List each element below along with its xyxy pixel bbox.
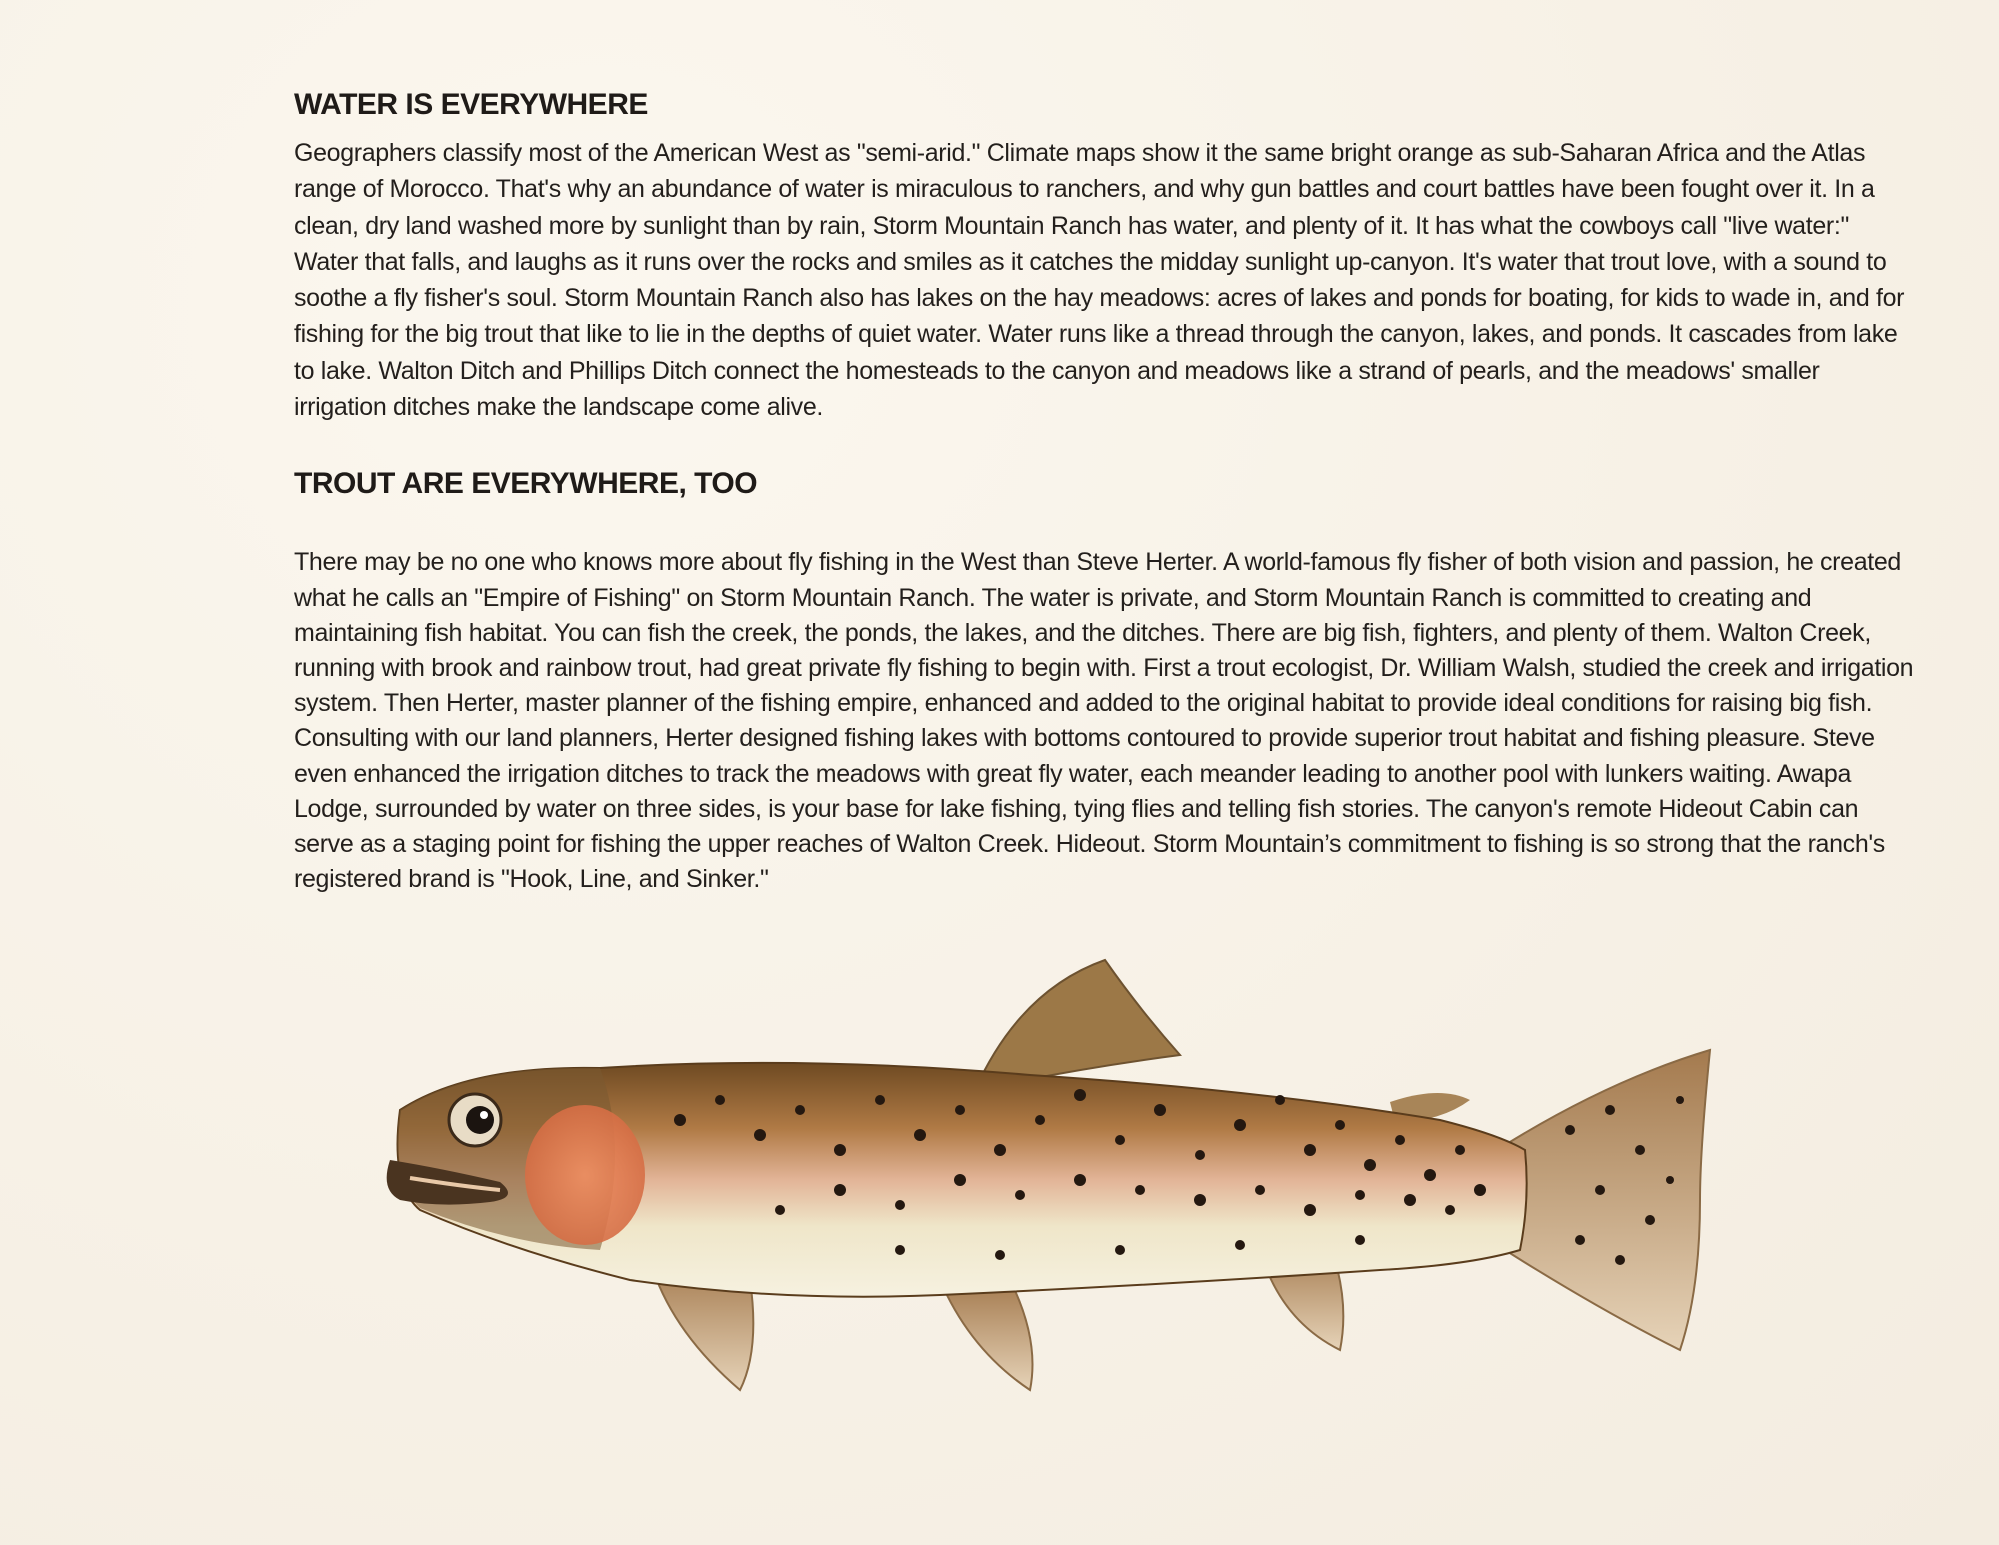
- trout-icon: [380, 950, 1780, 1490]
- trout-illustration: [380, 950, 1780, 1490]
- document-page: [294, 88, 1914, 897]
- section-body-water: Geographers classify most of the American West as "semi-arid." Climate maps show it the same bright orange as sub-Saharan Africa and the Atlas range of Morocco. That's why an abundance of water is miraculous to ranchers, and why gun battles and court battles have been fought over it. In a clean, dry land washed more by sunlight than by rain, Storm Mountain Ranch has water, and plenty of it. It has what the cowboys call "live water:" Water that falls, and laughs as it runs over the rocks and smiles as it catches the midday sunlight up-canyon. It's water that trout love, with a sound to soothe a fly fisher's soul. Storm Mountain Ranch also has lakes on the hay meadows: acres of lakes and ponds for boating, for kids to wade in, and for fishing for the big trout that like to lie in the depths of quiet water. Water runs like a thread through the canyon, lakes, and ponds. It cascades from lake to lake. Walton Ditch and Phillips Ditch connect the homesteads to the canyon and meadows like a strand of pearls, and the meadows' smaller irrigation ditches make the landscape come alive.: [294, 139, 1905, 422]
- section-body-trout: There may be no one who knows more about fly fishing in the West than Steve Herter. A world-famous fly fisher of both vision and passion, he created what he calls an "Empire of Fishing" on Storm Mountain Ranch. The water is private, and Storm Mountain Ranch is committed to creating and maintaining fish habitat. You can fish the creek, the ponds, the lakes, and the ditches. There are big fish, fighters, and plenty of them. Walton Creek, running with brook and rainbow trout, had great private fly fishing to begin with. First a trout ecologist, Dr. William Walsh, studied the creek and irrigation system. Then Herter, master planner of the fishing empire, enhanced and added to the original habitat to provide ideal conditions for raising big fish. Consulting with our land planners, Herter designed fishing lakes with bottoms contoured to provide superior trout habitat and fishing pleasure. Steve even enhanced the irrigation ditches to track the meadows with great fly water, each meander leading to another pool with lunkers waiting. Awapa Lodge, surrounded by water on three sides, is your base for lake fishing, tying flies and telling fish stories. The canyon's remote Hideout Cabin can serve as a staging point for fishing the upper reaches of Walton Creek. Hideout. Storm Mountain’s commitment to fishing is so strong that the ranch's registered brand is "Hook, Line, and Sinker.": [294, 548, 1914, 894]
- section-heading-water: WATER IS EVERYWHERE: [294, 88, 648, 121]
- section-heading-trout: TROUT ARE EVERYWHERE, TOO: [294, 467, 758, 501]
